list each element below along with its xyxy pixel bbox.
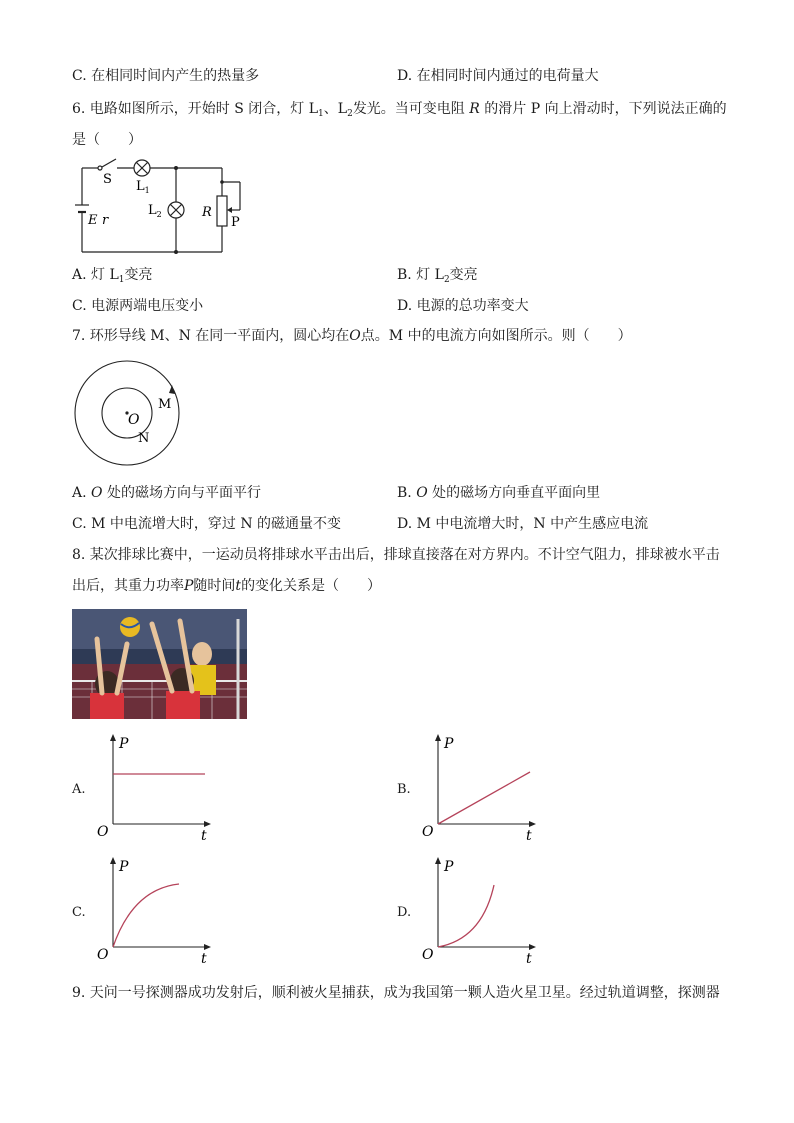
q9-stem-line1: 9. 天问一号探测器成功发射后，顺利被火星捕获，成为我国第一颗人造火星卫星。经过轨道调整，探测器 [72,985,720,1001]
t-axis-arrow-icon [204,944,211,950]
ring-n-label: N [138,431,150,446]
q6-option-d: D. 电源的总功率变大 [397,298,529,314]
graph-a [95,732,220,842]
center-o-label: O [128,412,140,428]
p-axis-label: P [119,736,129,752]
q6-option-b: B. 灯 $L_2$变亮 [397,267,478,285]
origin-label: O [97,824,109,840]
q7-stem: 7. 环形导线 M、N 在同一平面内，圆心均在O点。M 中的电流方向如图所示。则（ ） [72,328,632,344]
q7-option-c: C. M 中电流增大时，穿过 N 的磁通量不变 [72,516,342,532]
q6-circuit-diagram [72,150,252,260]
t-axis-label: t [526,828,532,842]
switch-label: S [103,172,112,187]
t-axis-arrow-icon [529,821,536,827]
q5-option-c: C. 在相同时间内产生的热量多 [72,68,260,84]
graph-b [420,732,545,842]
origin-label: O [422,824,434,840]
graph-b-label: B. [397,782,411,797]
q7-ring-diagram [72,358,192,468]
t-axis-arrow-icon [529,944,536,950]
power-curve [438,772,530,824]
q5-option-d: D. 在相同时间内通过的电荷量大 [397,68,599,84]
p-axis-arrow-icon [110,734,116,741]
graph-c [95,855,220,965]
t-axis-label: t [526,951,532,965]
emf-label: E [88,213,98,228]
t-axis-arrow-icon [204,821,211,827]
slider-label: P [231,215,240,230]
p-axis-label: P [119,859,129,875]
origin-label: O [97,947,109,963]
t-axis-label: t [201,951,207,965]
q7-option-a: A. O 处的磁场方向与平面平行 [72,485,261,501]
graph-a-label: A. [72,782,86,797]
p-axis-arrow-icon [435,857,441,864]
resistor-label: R [202,205,212,220]
q7-option-b: B. O 处的磁场方向垂直平面向里 [397,485,601,501]
q6-option-c: C. 电源两端电压变小 [72,298,204,314]
lamp-l1-label: $L_1$ [136,179,150,195]
current-direction-arrow-icon [169,385,175,394]
p-axis-label: P [444,736,454,752]
p-axis-arrow-icon [110,857,116,864]
q6-stem-line1: 6. 电路如图所示，开始时 S 闭合，灯 $L_1$、$L_2$发光。当可变电阻 R 的滑片 P 向上滑动时，下列说法正确的 [72,101,727,119]
t-axis-label: t [201,828,207,842]
q8-stem-line1: 8. 某次排球比赛中，一运动员将排球水平击出后，排球直接落在对方界内。不计空气阻力，排球被水平击 [72,547,720,563]
origin-label: O [422,947,434,963]
p-axis-label: P [444,859,454,875]
q6-option-a: A. 灯 $L_1$变亮 [72,267,153,285]
lamp-l2-label: $L_2$ [148,203,162,219]
q6-stem-line2: 是（ ） [72,132,142,148]
internal-resistance-label: r [102,213,109,228]
power-curve [113,884,179,947]
q7-option-d: D. M 中电流增大时，N 中产生感应电流 [397,516,649,532]
volleyball-photo [72,609,247,719]
graph-c-label: C. [72,905,86,920]
graph-d [420,855,545,965]
q8-stem-line2: 出后，其重力功率P随时间t的变化关系是（ ） [72,578,382,594]
p-axis-arrow-icon [435,734,441,741]
graph-d-label: D. [397,905,412,920]
ring-m-label: M [158,397,172,412]
power-curve [438,885,494,947]
